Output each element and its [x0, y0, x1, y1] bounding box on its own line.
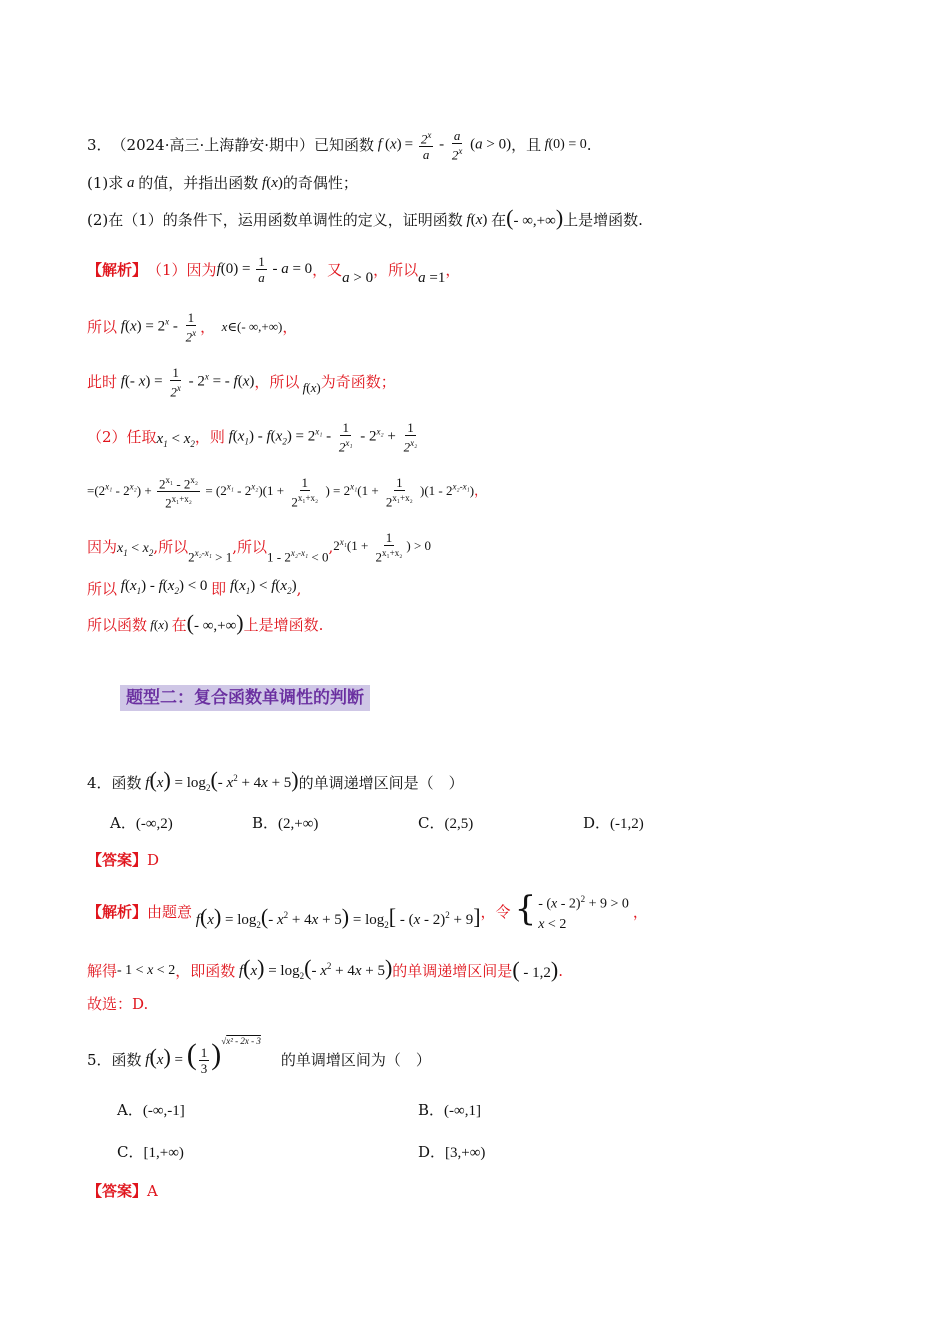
- q4-solution-line2: 解得 - 1 < x < 2 ，即函数 $f(x) = \log_2(-$ $x^2 + 4x + 5$) 的单调递增区间是 ( - 1,2) .: [87, 955, 563, 982]
- q5-option-b[interactable]: B．(-∞,1]: [418, 1101, 481, 1119]
- q3-part1: (1)求 a 的值，并指出函数 f(x) 的奇偶性；: [87, 174, 358, 192]
- q3-stem: 3． （2024·高三·上海静安·期中） 已知函数 f (x) = $\frac{2^x}{a}$ - $\frac{a}{2^x}$ (a > 0) ，且 f(0) = 0 .: [87, 128, 592, 163]
- q5-answer: 【答案】A: [87, 1182, 158, 1200]
- q4-answer: 【答案】D: [87, 851, 160, 869]
- inequality-system: { - (x - 2)$^2$ + 9 > 0 x < 2: [514, 889, 629, 932]
- sol3-line7: 所以 $f(x_1) - f(x_2) < 0$ 即 $f(x_1) < f(x_2)$ ,: [87, 578, 302, 598]
- section-title: 题型二：复合函数单调性的判断: [120, 685, 370, 711]
- sol3-line8: 所以函数 f(x) 在 (- ∞,+∞) 上是增函数.: [87, 610, 324, 635]
- q4-solution-line1: 【解析】 由题意 $f(x) = \log_2(-$ $x^2 + 4x + 5) = \log_2[ - (x - 2)^2 + 9]$ ，令 { - (x - 2)$^2$ + 9 > 0 x < 2 ，: [87, 890, 648, 934]
- q5-stem: 5．函数 f(x) = ( $\frac{1}{3}$ )$^{√x^2 - 2x - 3}$ 的单调增区间为（ ）: [87, 1035, 431, 1077]
- q4-stem: 4．函数 $f(x) = \log_2(-$ $x^2 + 4x + 5$) 的单调递增区间是（ ）: [87, 767, 464, 793]
- formula-f-def: f (x) = $\frac{2^x}{a}$ - $\frac{a}{2^x}$ (a > 0): [374, 128, 512, 163]
- sol3-line6: 因为 $x_1 < x_2$ ,所以 $2^{x_2-x_1} > 1$ ,所以 $1 - 2^{x_2-x_1} < 0$ , $2^{x_1}(1$ + $\frac{1}{2^{x_1+x_2}}$ ) > 0: [87, 530, 432, 565]
- q4-conclusion: 故选：D.: [87, 995, 149, 1013]
- q5-option-c[interactable]: C．[1,+∞): [117, 1143, 184, 1161]
- q4-option-a[interactable]: A．(-∞,2): [110, 814, 173, 832]
- q4-option-d[interactable]: D．(-1,2): [583, 814, 644, 832]
- sol3-line4: （2）任取 $x_1 < x_2$ ，则 $f(x_1) - f(x_2) = 2^{x_1}$ - $\frac{1}{2^{x_1}}$ - $2^{x_2}$ + $\frac{1}{2^{x_2}}$: [87, 420, 418, 455]
- sol3-line1: 【解析】 （1）因为 f(0) = $\frac{1}{a}$ - a = 0 ，又 a > 0 ，所以 a =1 ，: [87, 254, 461, 286]
- sol3-line3: 此时 f(- x) = $\frac{1}{2^x}$ - $2^x$ = - f(x) ，所以 f(x) 为奇函数；: [87, 365, 396, 400]
- q5-option-a[interactable]: A．(-∞,-1]: [117, 1101, 185, 1119]
- q5-option-d[interactable]: D．[3,+∞): [418, 1143, 486, 1161]
- sol3-line5: $=(2^{x_1} - 2^{x_2})$ + $\frac{2^{x_1} - 2^{x_2}}{2^{x_1+x_2}}$ = $(2^{x_1} - 2^{x_2})(1$ + $\frac{1}{2^{x_1+x_2}}$ ) = $2^{x_1}(1$ + $\frac{1}{2^{x_1+x_2}}$ )$(1 - 2^{x_2-x_1})$ ，: [87, 474, 488, 511]
- sol3-line2: 所以 $f(x) = 2^x$ - $\frac{1}{2^x}$ ， x∈(- ∞,+∞) ，: [87, 310, 298, 345]
- formula-f0: f(0) = 0: [541, 137, 587, 153]
- q4-option-c[interactable]: C．(2,5): [418, 814, 474, 832]
- q3-part2: (2)在（1）的条件下，运用函数单调性的定义，证明函数 f(x) 在 (- ∞,+∞) 上是增函数.: [87, 205, 643, 230]
- q4-option-b[interactable]: B．(2,+∞): [252, 814, 319, 832]
